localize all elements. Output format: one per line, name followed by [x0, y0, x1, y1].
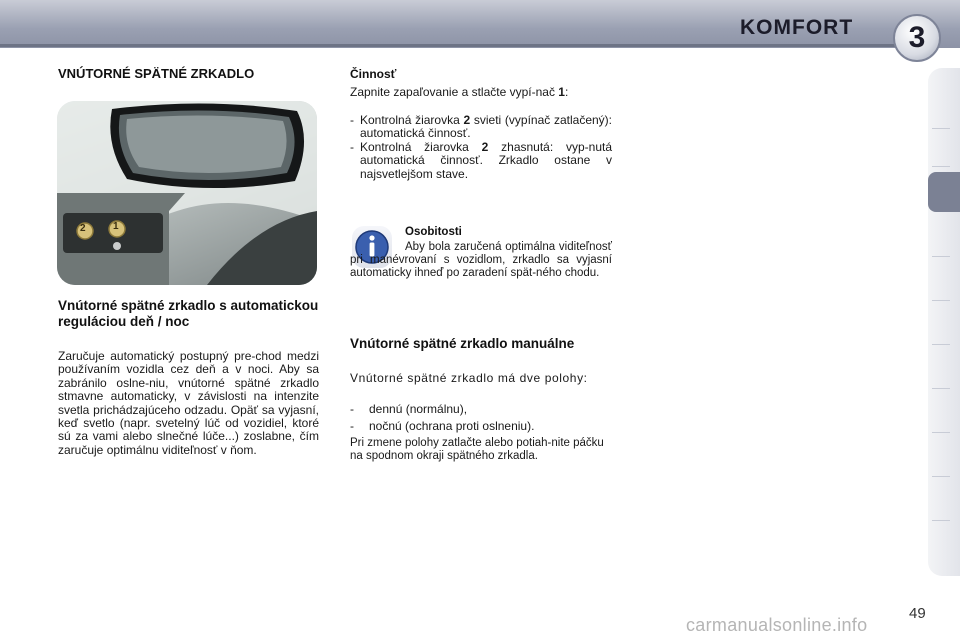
thumb-tab-divider [932, 166, 950, 167]
manual-item-1: dennú (normálnu), [369, 402, 468, 416]
header-divider [0, 44, 900, 47]
list-dash: - [350, 402, 354, 416]
lamp-number: 2 [481, 140, 489, 154]
chapter-title: KOMFORT [740, 16, 854, 39]
operation-intro-text: Zapnite zapaľovanie a stlačte vypí-nač [350, 85, 559, 99]
operation-item-1-a: Kontrolná žiarovka [360, 113, 464, 127]
thumb-tab-divider [932, 520, 950, 521]
operation-item-2-b: zhasnutá: vyp-nutá automatická činnosť. Zrkadlo ostane v najsvetlejšom stave. [360, 140, 612, 181]
operation-intro [350, 86, 612, 99]
thumb-tab-divider [932, 256, 950, 257]
note-title: Osobitosti [405, 226, 462, 238]
list-dash: - [350, 113, 354, 127]
manual-intro: Vnútorné spätné zrkadlo má dve polohy: [350, 371, 588, 385]
operation-title: Činnosť [350, 67, 397, 81]
subsection-title-manual: Vnútorné spätné zrkadlo manuálne [350, 336, 575, 351]
operation-item-1 [360, 114, 612, 141]
thumb-tab-active[interactable] [928, 172, 960, 212]
list-dash: - [350, 140, 354, 154]
watermark: carmanualsonline.info [686, 615, 868, 635]
lamp-number: 2 [463, 113, 471, 127]
thumb-tab-divider [932, 344, 950, 345]
manual-item-2: nočnú (ochrana proti oslneniu). [369, 419, 535, 433]
photo-callout-2: 2 [80, 223, 86, 234]
switch-number: 1 [558, 85, 565, 99]
operation-item-1-b: svieti (vypínač zatlačený): automatická činnosť. [360, 113, 612, 141]
auto-mirror-paragraph: Zaručuje automatický postupný pre-chod medzi používaním vozidla cez deň a v noci. Aby sa zabránilo oslne-niu, vnútorné spätné zrkadlo stmavne automaticky, v závislosti na intenzite svetla prichádzajúceho odzadu. Opäť sa vyjasní, keď svetlo (napr. svetelný lúč od vozidiel, ktoré sú za vami alebo slnečné lúče...) zoslabne, čím zaručuje optimálnu viditeľnosť v ňom. [58, 349, 319, 457]
subsection-title-auto: Vnútorné spätné zrkadlo s automatickou reguláciou deň / noc [58, 298, 319, 329]
operation-item-2 [360, 141, 612, 181]
section-title: VNÚTORNÉ SPÄTNÉ ZRKADLO [58, 66, 255, 81]
operation-intro-end: : [564, 85, 569, 99]
list-dash: - [350, 419, 354, 433]
manual-outro: Pri zmene polohy zatlačte alebo potiah-nite páčku na spodnom okraji spätného zrkadla. [350, 437, 604, 463]
chapter-number-badge: 3 [893, 14, 941, 62]
operation-item-2-a: Kontrolná žiarovka [360, 140, 482, 154]
thumb-tab-divider [932, 388, 950, 389]
mirror-illustration [57, 101, 317, 285]
chapter-thumb-tabs [928, 68, 960, 576]
note-text: Aby bola zaručená optimálna viditeľnosť pri manévrovaní s vozidlom, zrkadlo sa vyjasní automaticky ihneď po zaradení spät-ného chodu. [350, 241, 612, 279]
thumb-tab-divider [932, 300, 950, 301]
mirror-photo [57, 101, 317, 285]
thumb-tab-divider [932, 432, 950, 433]
thumb-tab-divider [932, 128, 950, 129]
thumb-tab-divider [932, 476, 950, 477]
photo-callout-1: 1 [113, 221, 119, 232]
page-number: 49 [909, 605, 926, 622]
